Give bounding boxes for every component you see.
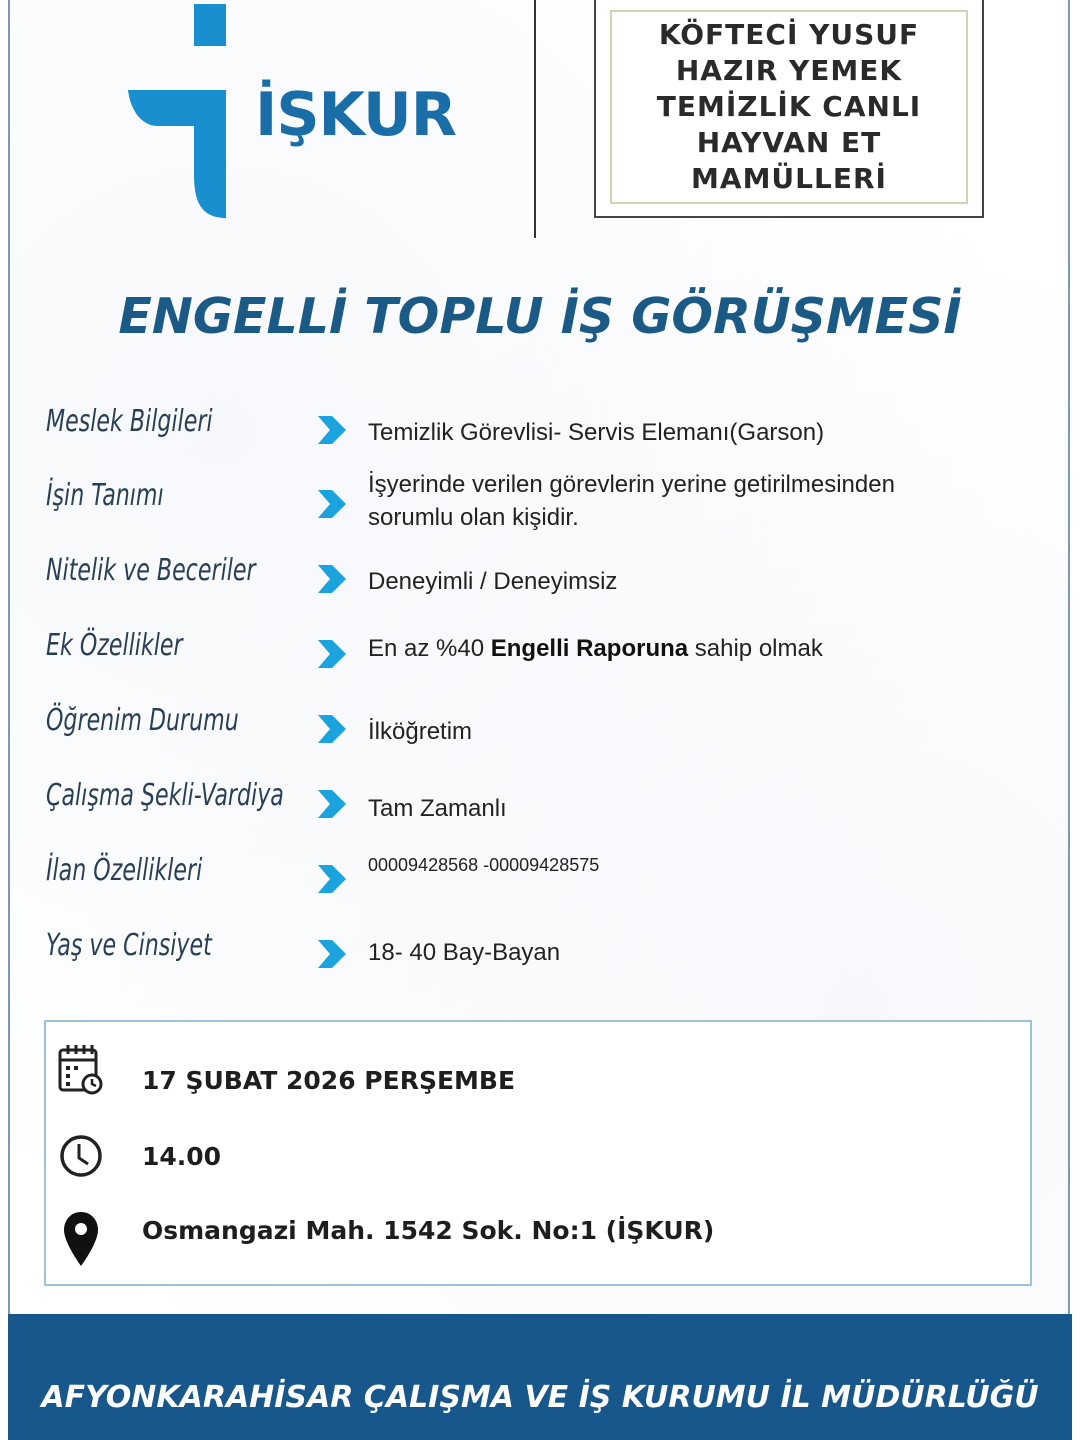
chevron-right-icon — [316, 713, 348, 745]
logo-text: İŞKUR — [255, 80, 456, 150]
chevron-right-icon — [316, 938, 348, 970]
chevron-right-icon — [316, 414, 348, 446]
location-pin-icon — [62, 1210, 100, 1268]
row-label: Ek Özellikler — [46, 628, 183, 663]
calendar-icon — [56, 1042, 104, 1098]
row-value: Temizlik Görevlisi- Servis Elemanı(Garson) — [368, 419, 825, 446]
event-time: 14.00 — [142, 1142, 222, 1171]
row-value: 00009428568 -00009428575 — [368, 855, 600, 875]
chevron-right-icon — [316, 788, 348, 820]
header-divider — [534, 0, 536, 238]
row-value — [368, 632, 968, 665]
value-pre: En az %40 — [368, 635, 491, 662]
chevron-right-icon — [316, 563, 348, 595]
event-address: Osmangazi Mah. 1542 Sok. No:1 (İŞKUR) — [142, 1216, 715, 1245]
row-value: Deneyimli / Deneyimsiz — [368, 568, 618, 595]
chevron-right-icon — [316, 488, 348, 520]
company-box — [594, 0, 984, 218]
row-value: Tam Zamanlı — [368, 795, 507, 822]
row-value: İşyerinde verilen görevlerin yerine getirilmesinden sorumlu olan kişidir. — [368, 471, 895, 531]
company-name: KÖFTECİ YUSUF HAZIR YEMEK TEMİZLİK CANLI HAYVAN ET MAMÜLLERİ — [656, 18, 922, 195]
footer-bar — [8, 1314, 1072, 1440]
company-inner-frame — [610, 10, 968, 204]
row-label: Nitelik ve Beceriler — [46, 553, 256, 588]
row-label: Yaş ve Cinsiyet — [46, 928, 212, 963]
row-label: İşin Tanımı — [46, 478, 164, 513]
event-date: 17 ŞUBAT 2026 PERŞEMBE — [142, 1066, 516, 1095]
row-label: İlan Özellikleri — [46, 853, 203, 888]
footer-text: AFYONKARAHİSAR ÇALIŞMA VE İŞ KURUMU İL MÜDÜRLÜĞÜ — [41, 1380, 1039, 1415]
row-label: Çalışma Şekli-Vardiya — [46, 778, 284, 813]
row-label: Meslek Bilgileri — [46, 404, 213, 439]
iskur-logo-icon — [128, 4, 228, 220]
chevron-right-icon — [316, 638, 348, 670]
value-bold: Engelli Raporuna — [490, 635, 689, 662]
row-label: Öğrenim Durumu — [46, 703, 239, 738]
page-title: ENGELLİ TOPLU İŞ GÖRÜŞMESİ — [118, 288, 962, 345]
row-value: 18- 40 Bay-Bayan — [368, 939, 561, 966]
clock-icon — [58, 1128, 104, 1184]
chevron-right-icon — [316, 863, 348, 895]
row-value: İlköğretim — [368, 718, 473, 745]
value-post: sahip olmak — [688, 635, 823, 662]
